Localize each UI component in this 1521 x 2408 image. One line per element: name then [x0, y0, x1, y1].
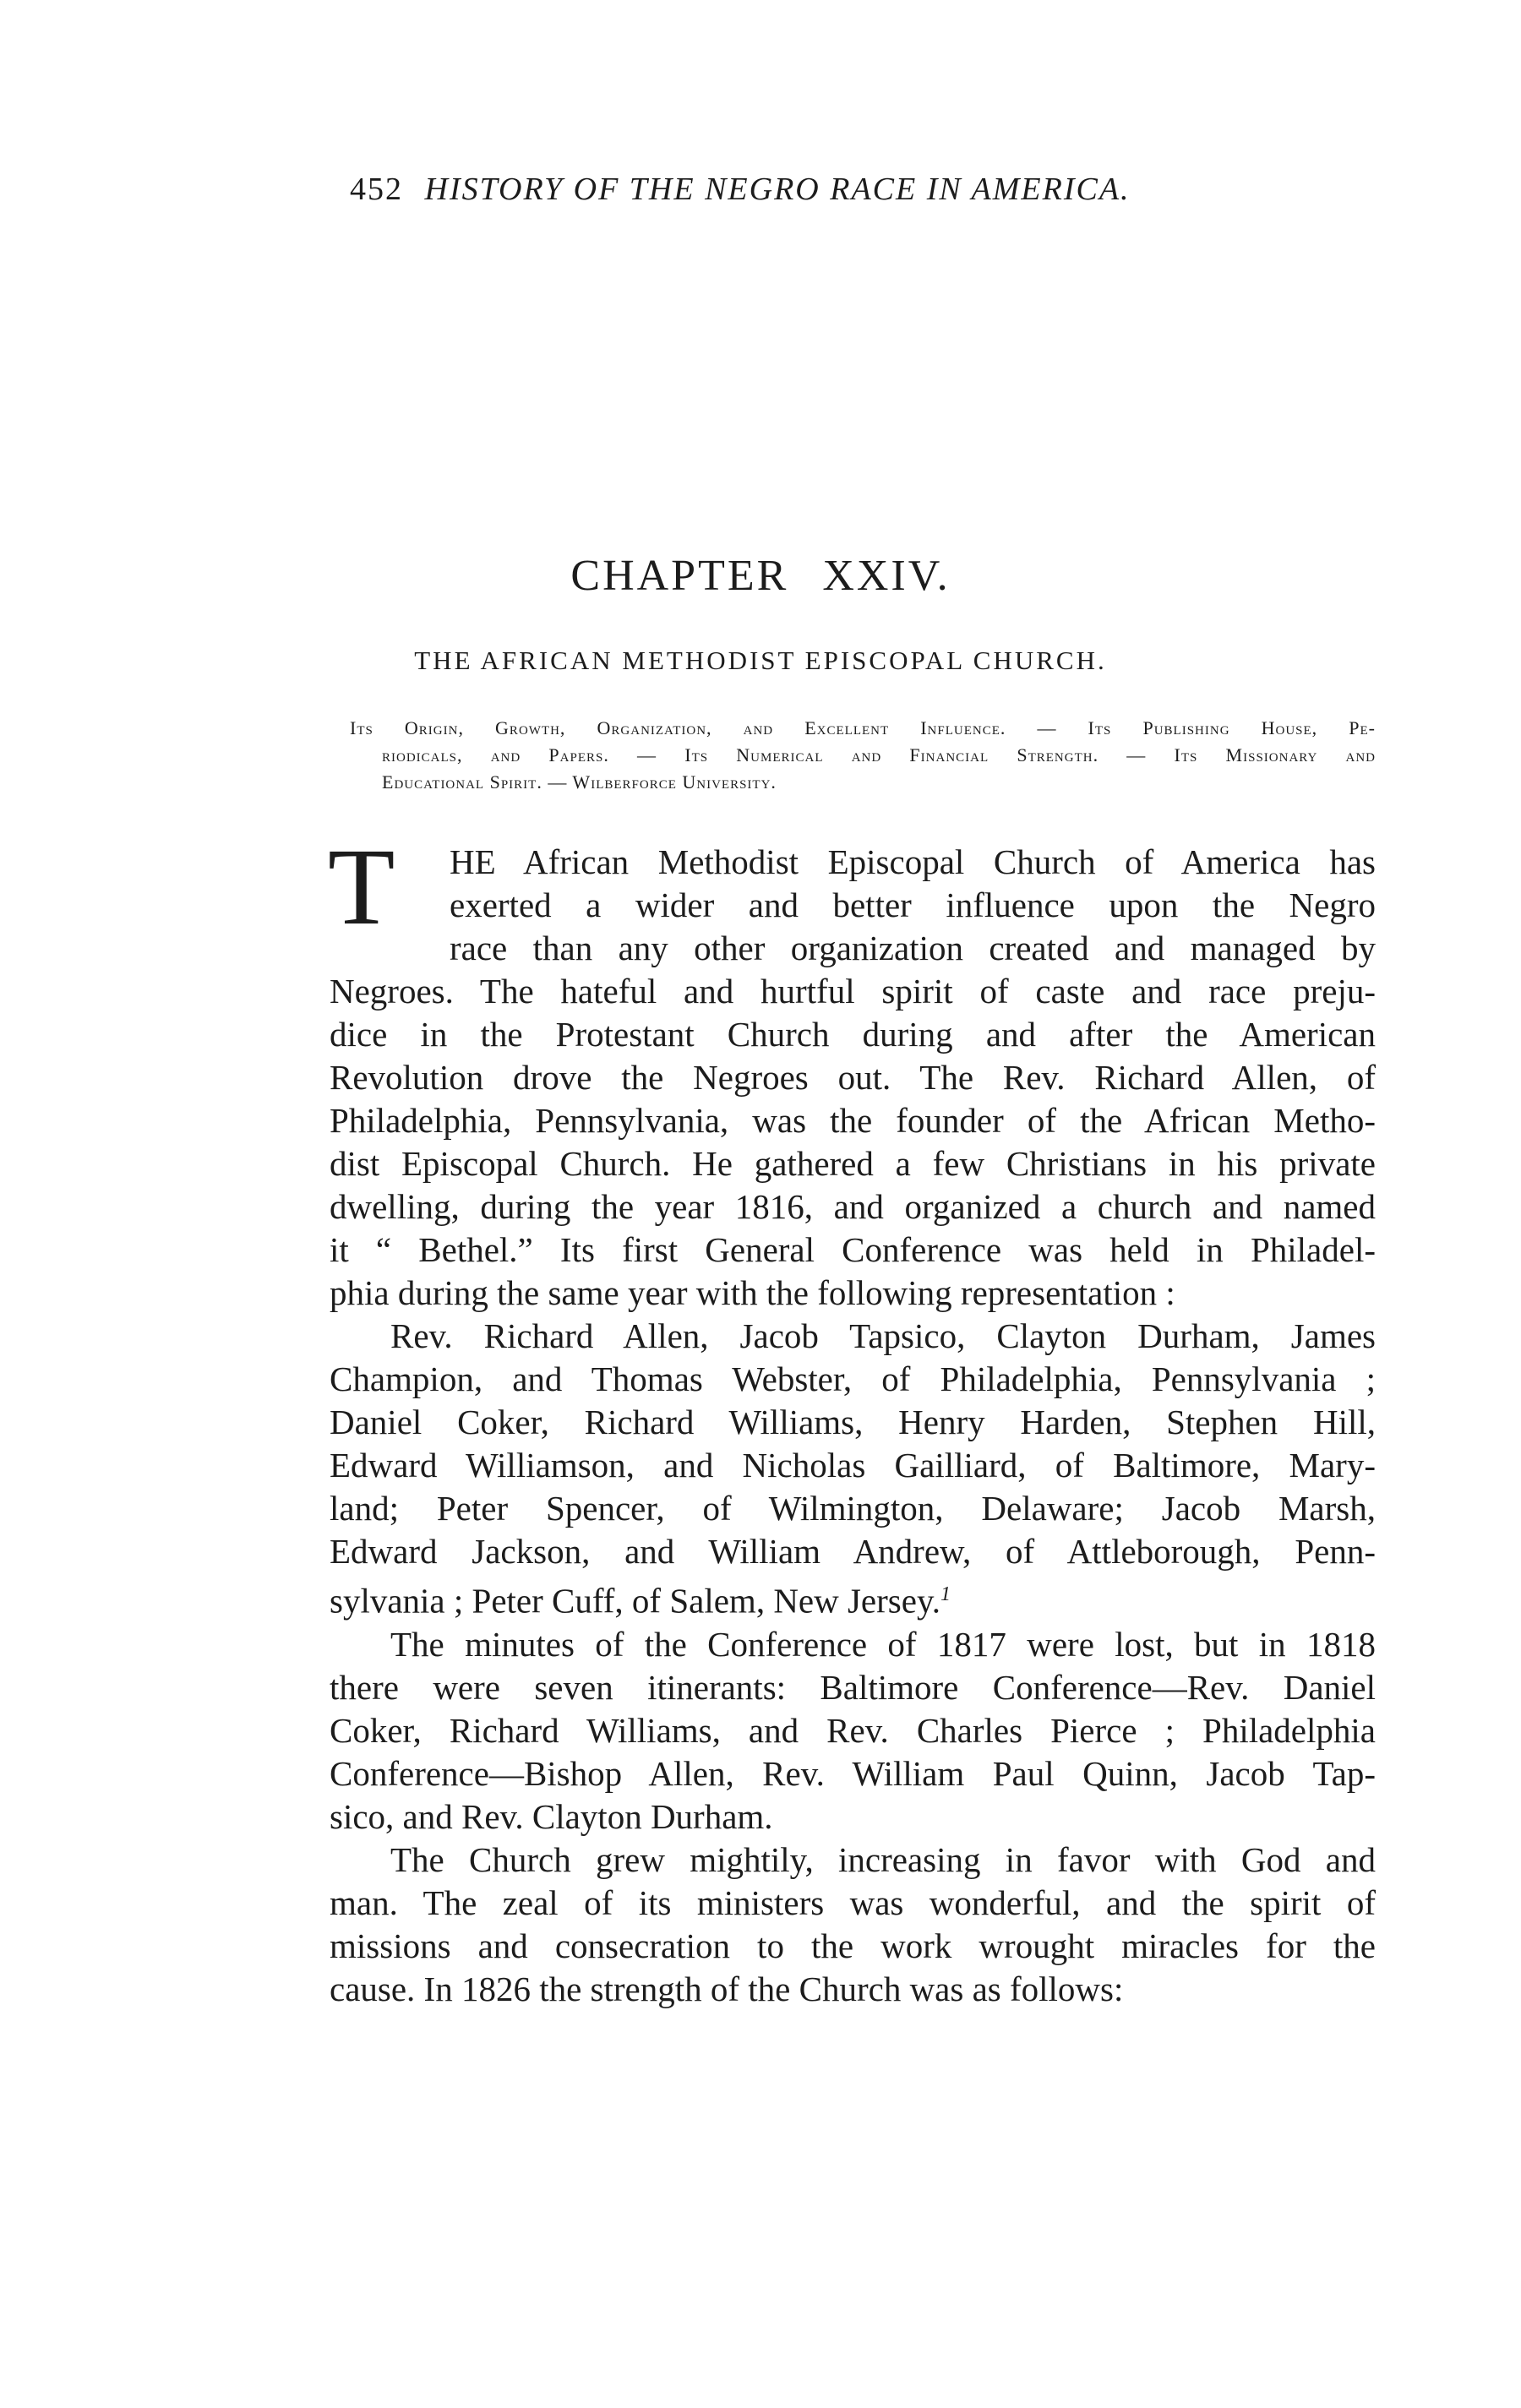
running-title: HISTORY OF THE NEGRO RACE IN AMERICA.: [424, 172, 1131, 207]
synopsis-line: riodicals, and Papers. — Its Numerical and Financial Strength. — Its Missionary and: [382, 744, 1376, 765]
text-line: land; Peter Spencer, of Wilmington, Delaware; Jacob Marsh,: [330, 1489, 1376, 1528]
text-line: cause. In 1826 the strength of the Church was as follows:: [330, 1969, 1124, 2008]
text-line: The Church grew mightily, increasing in favor with God and: [390, 1839, 1376, 1879]
text-line: Edward Williamson, and Nicholas Gailliard, of Baltimore, Mary-: [330, 1446, 1376, 1485]
chapter-label: CHAPTER: [570, 552, 789, 600]
text-line: man. The zeal of its ministers was wonderful, and the spirit of: [330, 1882, 1376, 1922]
text-line: sico, and Rev. Clayton Durham.: [330, 1796, 773, 1836]
drop-cap: T: [328, 826, 395, 948]
text-line: dwelling, during the year 1816, and organized a church and named: [330, 1187, 1376, 1226]
page-number: 452: [350, 172, 403, 207]
text-line: Negroes. The hateful and hurtful spirit of caste and race preju-: [330, 972, 1376, 1011]
text-line: exerted a wider and better influence upon the Negro: [450, 885, 1376, 924]
text-line: Rev. Richard Allen, Jacob Tapsico, Clayton Durham, James: [390, 1316, 1376, 1355]
text-line-content: sylvania ; Peter Cuff, of Salem, New Jersey.: [330, 1581, 941, 1621]
text-line: missions and consecration to the work wrought miracles for the: [330, 1926, 1376, 1965]
text-line: dice in the Protestant Church during and after the American: [330, 1015, 1376, 1054]
text-line: race than any other organization created and managed by: [450, 929, 1376, 967]
chapter-subtitle: THE AFRICAN METHODIST EPISCOPAL CHURCH.: [414, 646, 1107, 675]
text-line: it “ Bethel.” Its first General Conference was held in Philadel-: [330, 1230, 1376, 1269]
body-text: [330, 841, 1376, 2011]
text-line: phia during the same year with the following representation :: [330, 1273, 1175, 1312]
text-line: HE African Methodist Episcopal Church of America has: [450, 842, 1376, 881]
text-line: Revolution drove the Negroes out. The Rev. Richard Allen, of: [330, 1058, 1376, 1097]
text-line: [330, 1573, 1376, 1623]
text-line: Champion, and Thomas Webster, of Philadelphia, Pennsylvania ;: [330, 1359, 1376, 1398]
footnote-mark: 1: [940, 1583, 951, 1605]
synopsis-line: Educational Spirit. — Wilberforce University.: [382, 771, 777, 793]
chapter-number: XXIV.: [822, 552, 951, 600]
running-head: [350, 171, 1131, 208]
text-line: Conference—Bishop Allen, Rev. William Paul Quinn, Jacob Tap-: [330, 1753, 1376, 1793]
text-line: dist Episcopal Church. He gathered a few Christians in his private: [330, 1144, 1376, 1183]
synopsis-line: Its Origin, Growth, Organization, and Excellent Influence. — Its Publishing House, Pe-: [350, 717, 1376, 738]
text-line: Edward Jackson, and William Andrew, of Attleborough, Penn-: [330, 1532, 1376, 1571]
paragraph-1: [330, 841, 1376, 1315]
paragraph-2: [330, 1315, 1376, 1623]
paragraph-4: [330, 1839, 1376, 2011]
text-line: Daniel Coker, Richard Williams, Henry Harden, Stephen Hill,: [330, 1403, 1376, 1441]
text-line: Philadelphia, Pennsylvania, was the founder of the African Metho-: [330, 1101, 1376, 1140]
chapter-synopsis: [350, 715, 1376, 796]
text-line: Coker, Richard Williams, and Rev. Charles Pierce ; Philadelphia: [330, 1710, 1376, 1750]
text-line: there were seven itinerants: Baltimore Conference—Rev. Daniel: [330, 1667, 1376, 1707]
paragraph-3: [330, 1623, 1376, 1839]
chapter-title: [0, 551, 1521, 601]
text-line: The minutes of the Conference of 1817 were lost, but in 1818: [390, 1624, 1376, 1664]
